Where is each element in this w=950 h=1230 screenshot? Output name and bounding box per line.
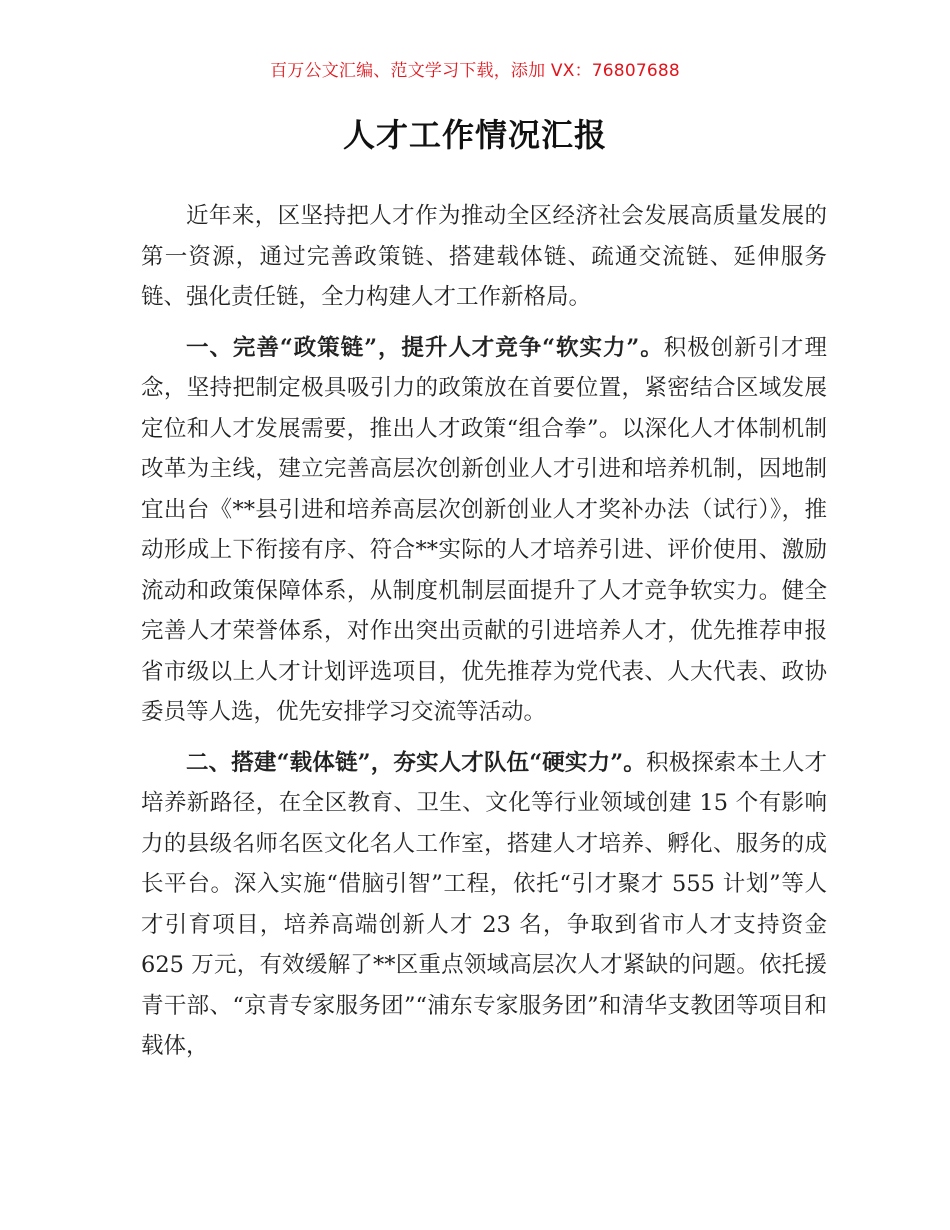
section-paragraph-2 (141, 743, 827, 1067)
section-body-2: 积极探索本土人才培养新路径，在全区教育、卫生、文化等行业领域创建 15 个有影响力的县级名师名医文化名人工作室，搭建人才培养、孵化、服务的成长平台。深入实施“借脑引智”工程，依托“引才聚才 555 计划”等人才引育项目，培养高端创新人才 23 名，争取到省市人才支持资金 625 万元，有效缓解了**区重点领域高层次人才紧缺的问题。依托援青干部、“京青专家服务团”“浦东专家服务团”和清华支教团等项目和载体， (141, 749, 827, 1059)
section-heading-1: 一、完善“政策链”，提升人才竞争“软实力”。 (186, 334, 664, 361)
watermark-header: 百万公文汇编、范文学习下载，添加 VX：76807688 (270, 61, 680, 81)
document-title: 人才工作情况汇报 (342, 116, 607, 154)
section-heading-2: 二、搭建“载体链”，夯实人才队伍“硬实力”。 (186, 749, 646, 776)
intro-paragraph: 近年来，区坚持把人才作为推动全区经济社会发展高质量发展的第一资源，通过完善政策链、搭建载体链、疏通交流链、延伸服务链、强化责任链，全力构建人才工作新格局。 (141, 203, 827, 310)
document-body (141, 196, 827, 1077)
section-body-1: 积极创新引才理念，坚持把制定极具吸引力的政策放在首要位置，紧密结合区域发展定位和人才发展需要，推出人才政策“组合拳”。以深化人才体制机制改革为主线，建立完善高层次创新创业人才引进和培养机制，因地制宜出台《**县引进和培养高层次创新创业人才奖补办法（试行）》，推动形成上下衔接有序、符合**实际的人才培养引进、评价使用、激励流动和政策保障体系，从制度机制层面提升了人才竞争软实力。健全完善人才荣誉体系，对作出突出贡献的引进培养人才，优先推荐申报省市级以上人才计划评选项目，优先推荐为党代表、人大代表、政协委员等人选，优先安排学习交流等活动。 (141, 334, 827, 725)
section-paragraph-1 (141, 328, 827, 733)
